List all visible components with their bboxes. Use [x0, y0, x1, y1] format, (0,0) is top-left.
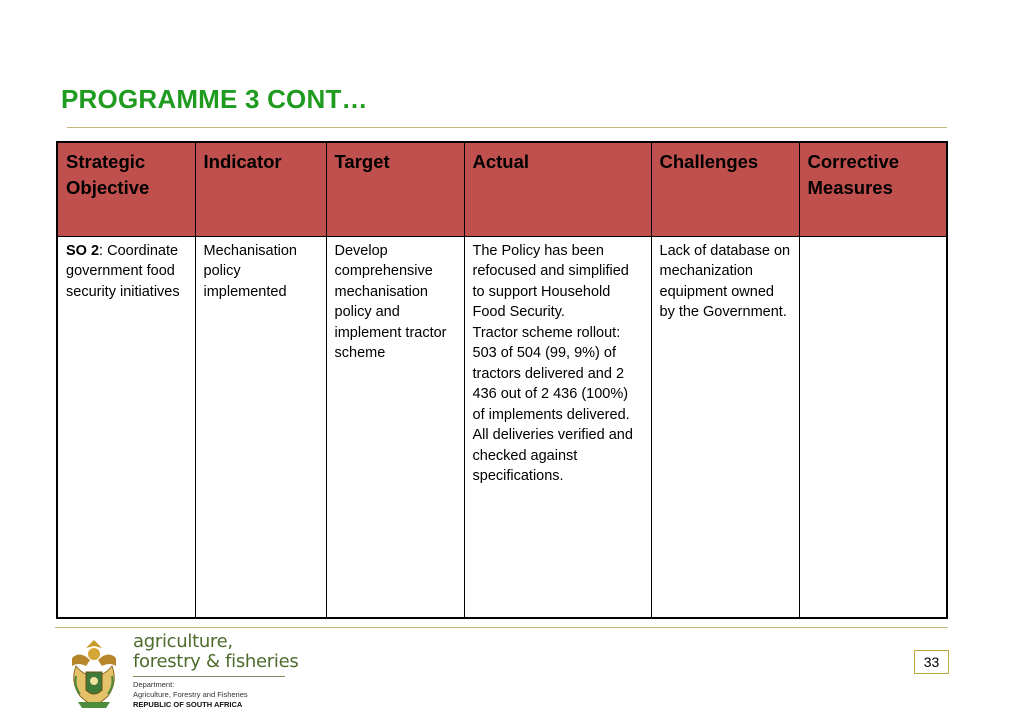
cell-indicator: Mechanisation policy implemented: [195, 236, 326, 618]
cell-corrective-measures: [799, 236, 947, 618]
header-strategic-objective: Strategic Objective: [57, 142, 195, 236]
header-indicator: Indicator: [195, 142, 326, 236]
page-number: 33: [914, 650, 949, 674]
cell-challenges: Lack of database on mechanization equipment owned by the Government.: [651, 236, 799, 618]
actual-paragraph: All deliveries verified and checked against specifications.: [472, 427, 633, 484]
header-challenges: Challenges: [651, 142, 799, 236]
header-corrective-measures: Corrective Measures: [799, 142, 947, 236]
department-divider: [133, 676, 285, 677]
title-divider: [67, 127, 947, 128]
department-name: agriculture, forestry & fisheries: [133, 631, 299, 672]
slide-title: PROGRAMME 3 CONT…: [61, 84, 368, 114]
objective-code: SO 2: [66, 242, 100, 259]
footer-divider: [55, 627, 948, 628]
actual-paragraph: Tractor scheme rollout: 503 of 504 (99, 9%) of tractors delivered and 2 436 out of 2 436 (100%) of implements delivered.: [472, 324, 630, 423]
programme-table: [56, 141, 948, 619]
cell-strategic-objective: [57, 236, 195, 618]
table-row: [57, 236, 947, 618]
cell-target: Develop comprehensive mechanisation policy and implement tractor scheme: [326, 236, 464, 618]
department-details: Department: Agriculture, Forestry and Fisheries REPUBLIC OF SOUTH AFRICA: [133, 680, 248, 709]
cell-actual: [464, 236, 651, 618]
objective-text: : Coordinate government food security initiatives: [66, 242, 180, 300]
actual-paragraph: The Policy has been refocused and simplified to support Household Food Security.: [472, 242, 629, 320]
header-actual: Actual: [464, 142, 651, 236]
coat-of-arms-logo: [66, 636, 122, 712]
table-header-row: [57, 142, 947, 236]
header-target: Target: [326, 142, 464, 236]
